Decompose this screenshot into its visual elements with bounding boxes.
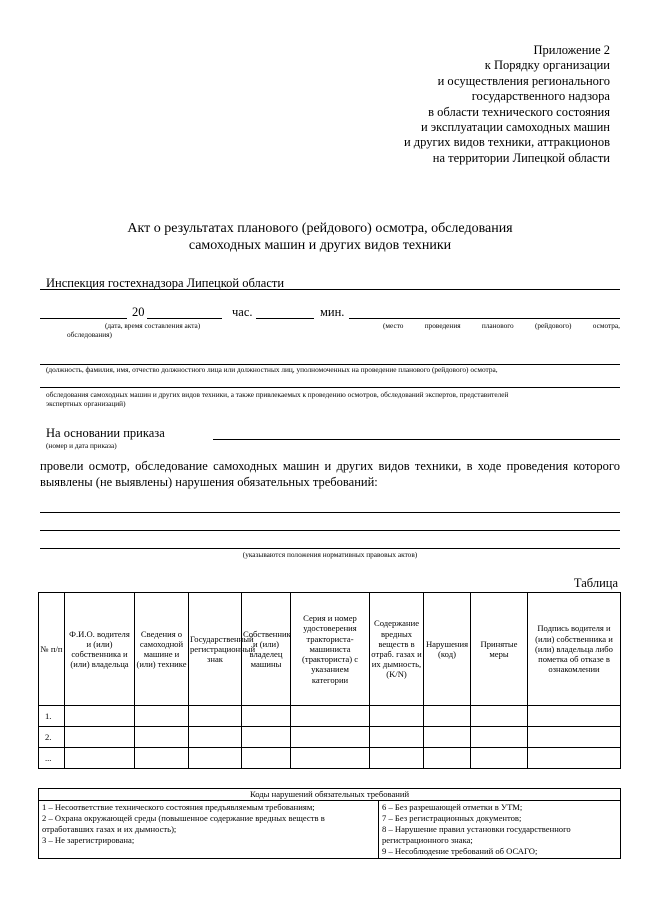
table-cell[interactable] [370,748,424,769]
header-cell: № п/п [39,593,65,706]
appendix-line: на территории Липецкой области [432,150,610,165]
title-line: самоходных машин и других видов техники [188,238,452,253]
header-cell: Ф.И.О. водителя и (или) собственника и (или) владельца [65,593,135,706]
appendix-line: к Порядку организации [484,58,610,73]
hours-blank[interactable] [256,318,314,319]
document-title [0,220,640,254]
table-row [39,727,621,748]
appendix-line: в области технического состояния [428,104,610,119]
conducted-paragraph: провели осмотр, обследование самоходных машин и других видов техники, в ходе проведения которого выявлены (не выявлены) нарушения обязательных требований: [40,459,620,489]
violations-table [38,592,621,769]
table-header-row [39,593,621,706]
code-item: 2 – Охрана окружающей среды (повышенное содержание вредных веществ в отработавших газах и их дымность); [42,813,325,834]
table-cell[interactable] [65,727,135,748]
official-blank-2[interactable] [40,387,620,388]
place-caption: (место проведения планового (рейдового) осмотра, [383,321,620,330]
header-cell: Принятые меры [471,593,528,706]
table-cell[interactable] [65,706,135,727]
codes-header-row [39,789,621,801]
table-row [39,706,621,727]
official-caption: (должность, фамилия, имя, отчество должностного лица или должностных лиц, уполномоченных на проведение планового (рейдового) осмотра, [46,365,498,374]
codes-header: Коды нарушений обязательных требований [39,789,621,801]
appendix-block [404,43,610,166]
code-item: 9 – Несоблюдение требований об ОСАГО; [382,846,538,856]
table-cell[interactable] [291,748,370,769]
table-cell[interactable] [471,748,528,769]
header-cell: Нарушения (код) [424,593,471,706]
table-cell[interactable] [135,727,189,748]
table-cell[interactable] [370,727,424,748]
table-cell[interactable] [135,748,189,769]
title-line: Акт о результатах планового (рейдового) осмотра, обследования [127,221,513,236]
header-cell: Серия и номер удостоверения тракториста-машиниста (тракториста) с указанием категории [291,593,370,706]
row-number: 1. [39,706,65,727]
place-blank[interactable] [349,318,620,319]
header-cell: Содержание вредных веществ в отраб. газах и их дымность, (K/N) [370,593,424,706]
table-cell[interactable] [65,748,135,769]
official-caption-3: экспертных организаций) [46,399,126,408]
codes-right-column [379,801,621,859]
place-caption-cont: обследования) [67,330,112,339]
table-cell[interactable] [528,727,621,748]
table-cell[interactable] [189,748,242,769]
header-cell: Подпись водителя и (или) собственника и (или) владельца либо пометка об отказе в ознакомлении [528,593,621,706]
table-cell[interactable] [291,727,370,748]
year-blank[interactable] [147,318,222,319]
row-number: ... [39,748,65,769]
table-cell[interactable] [135,706,189,727]
inspection-name: Инспекция гостехнадзора Липецкой области [46,276,285,290]
appendix-line: и эксплуатации самоходных машин [420,120,610,135]
order-blank[interactable] [213,439,620,440]
table-row [39,748,621,769]
norms-blank-2[interactable] [40,530,620,531]
table-cell[interactable] [370,706,424,727]
table-cell[interactable] [424,748,471,769]
table-cell[interactable] [424,706,471,727]
table-cell[interactable] [471,706,528,727]
year-prefix: 20 [132,305,145,319]
appendix-line: и других видов техники, аттракционов [403,135,610,150]
table-cell[interactable] [471,727,528,748]
header-cell: Собственник и (или) владелец машины [242,593,291,706]
appendix-line: государственного надзора [471,89,610,104]
official-caption-2: обследования самоходных машин и других видов техники, а также привлекаемых к проведению осмотров, обследований экспертов, представителей [46,390,509,399]
code-item: 7 – Без регистрационных документов; [382,813,522,823]
norms-blank-1[interactable] [40,512,620,513]
code-item: 8 – Нарушение правил установки государственного регистрационного знака; [382,824,571,845]
norms-caption: (указываются положения нормативных правовых актов) [242,550,418,559]
header-cell: Государственный регистрационный знак [189,593,242,706]
table-cell[interactable] [528,748,621,769]
hours-label: час. [232,305,253,319]
table-cell[interactable] [424,727,471,748]
codes-left-column [39,801,379,859]
codes-body-row [39,801,621,859]
table-cell[interactable] [242,748,291,769]
code-item: 3 – Не зарегистрирована; [42,835,135,845]
table-cell[interactable] [242,727,291,748]
order-label: На основании приказа [46,426,165,440]
code-item: 6 – Без разрешающей отметки в УТМ; [382,802,523,812]
datetime-caption: (дата, время составления акта) [105,321,201,330]
order-caption: (номер и дата приказа) [46,441,117,450]
table-cell[interactable] [189,727,242,748]
header-cell: Сведения о самоходной машине и (или) технике [135,593,189,706]
code-item: 1 – Несоответствие технического состояния предъявляемым требованиям; [42,802,315,812]
table-cell[interactable] [242,706,291,727]
table-cell[interactable] [189,706,242,727]
appendix-line: Приложение 2 [533,43,610,57]
appendix-line: и осуществления регионального [437,73,610,88]
row-number: 2. [39,727,65,748]
table-cell[interactable] [528,706,621,727]
table-label: Таблица [573,576,618,590]
violation-codes-table [38,788,621,859]
norms-blank-3[interactable] [40,548,620,549]
table-cell[interactable] [291,706,370,727]
minutes-label: мин. [320,305,345,319]
inspection-underline [40,289,620,290]
date-blank[interactable] [40,318,127,319]
